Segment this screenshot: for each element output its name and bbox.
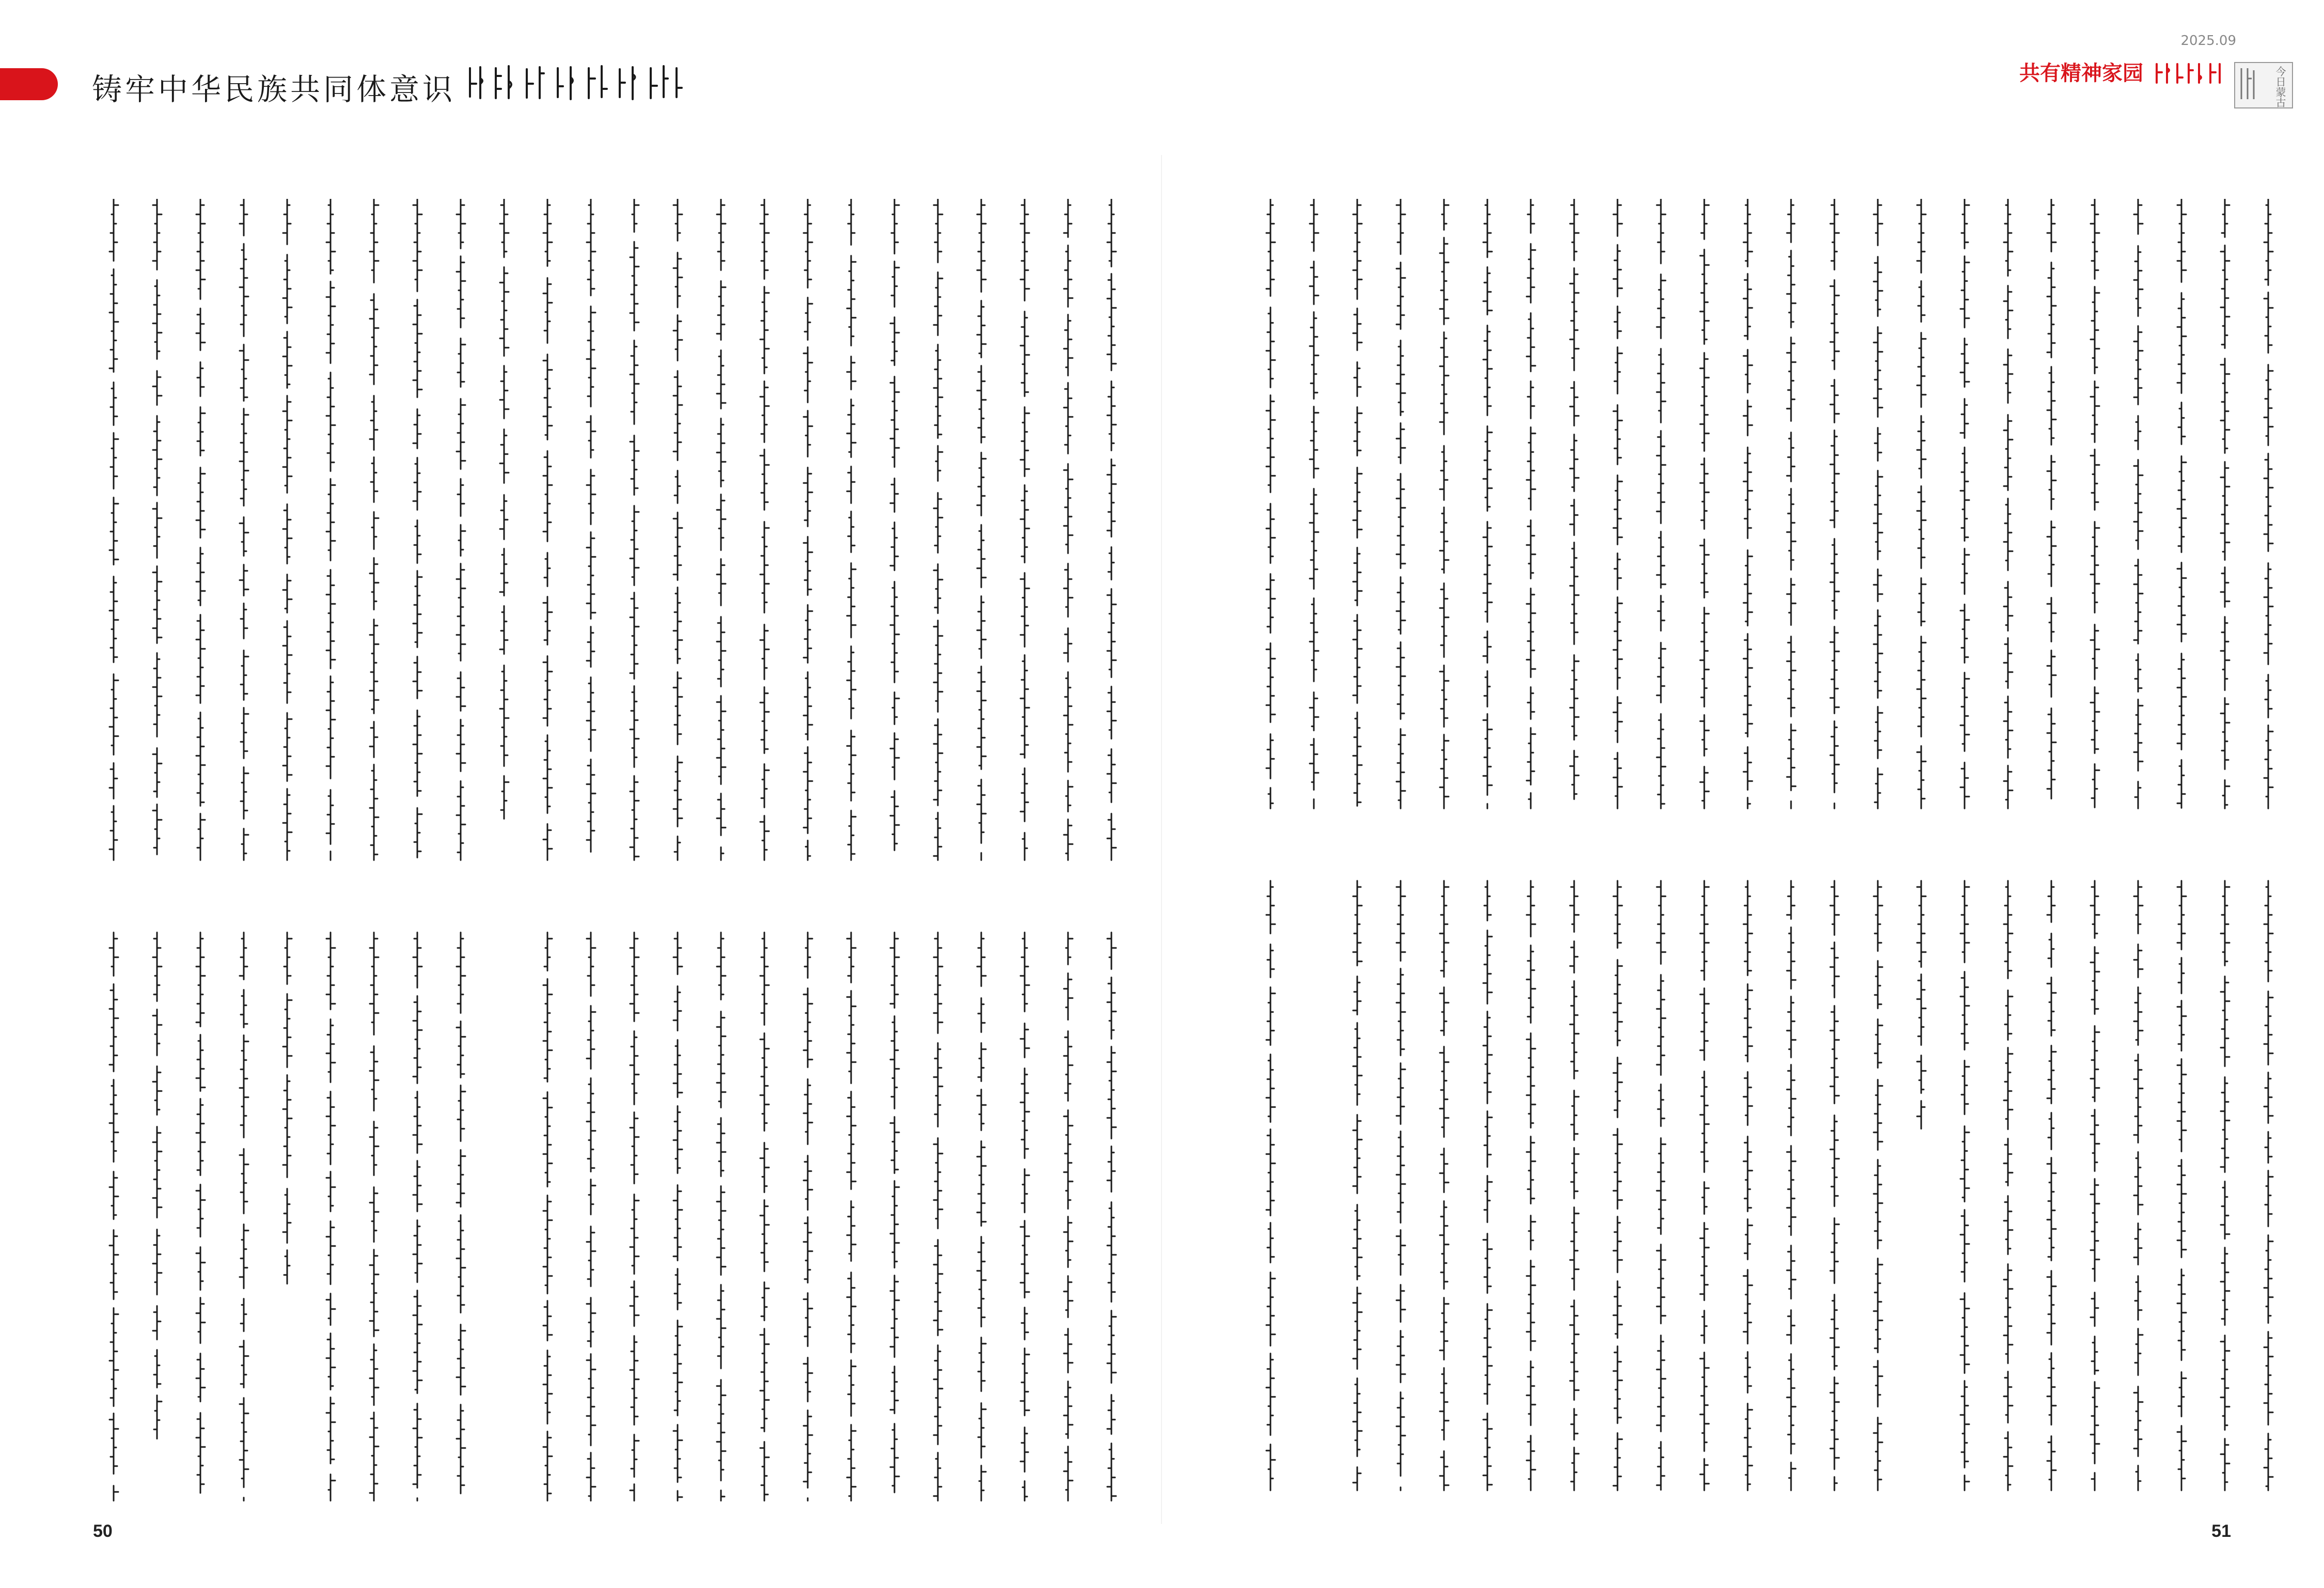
- page-gutter: [1161, 155, 1162, 1524]
- issue-date: 2025.09: [2180, 33, 2236, 49]
- masthead: [2019, 62, 2293, 108]
- magazine-logo: 今日蒙古: [2234, 62, 2293, 108]
- left-page-body-text: [103, 199, 1144, 1521]
- mongolian-title-script: [465, 63, 692, 104]
- brand-mongolian-script: [2153, 62, 2225, 85]
- page-number-right: 51: [2211, 1521, 2231, 1541]
- right-page-body-text: [1260, 199, 2301, 1521]
- page-title: 铸牢中华民族共同体意识: [92, 72, 456, 107]
- section-tab: [0, 68, 58, 100]
- page-number-left: 50: [93, 1521, 113, 1541]
- brand-title: 共有精神家园: [2019, 61, 2143, 85]
